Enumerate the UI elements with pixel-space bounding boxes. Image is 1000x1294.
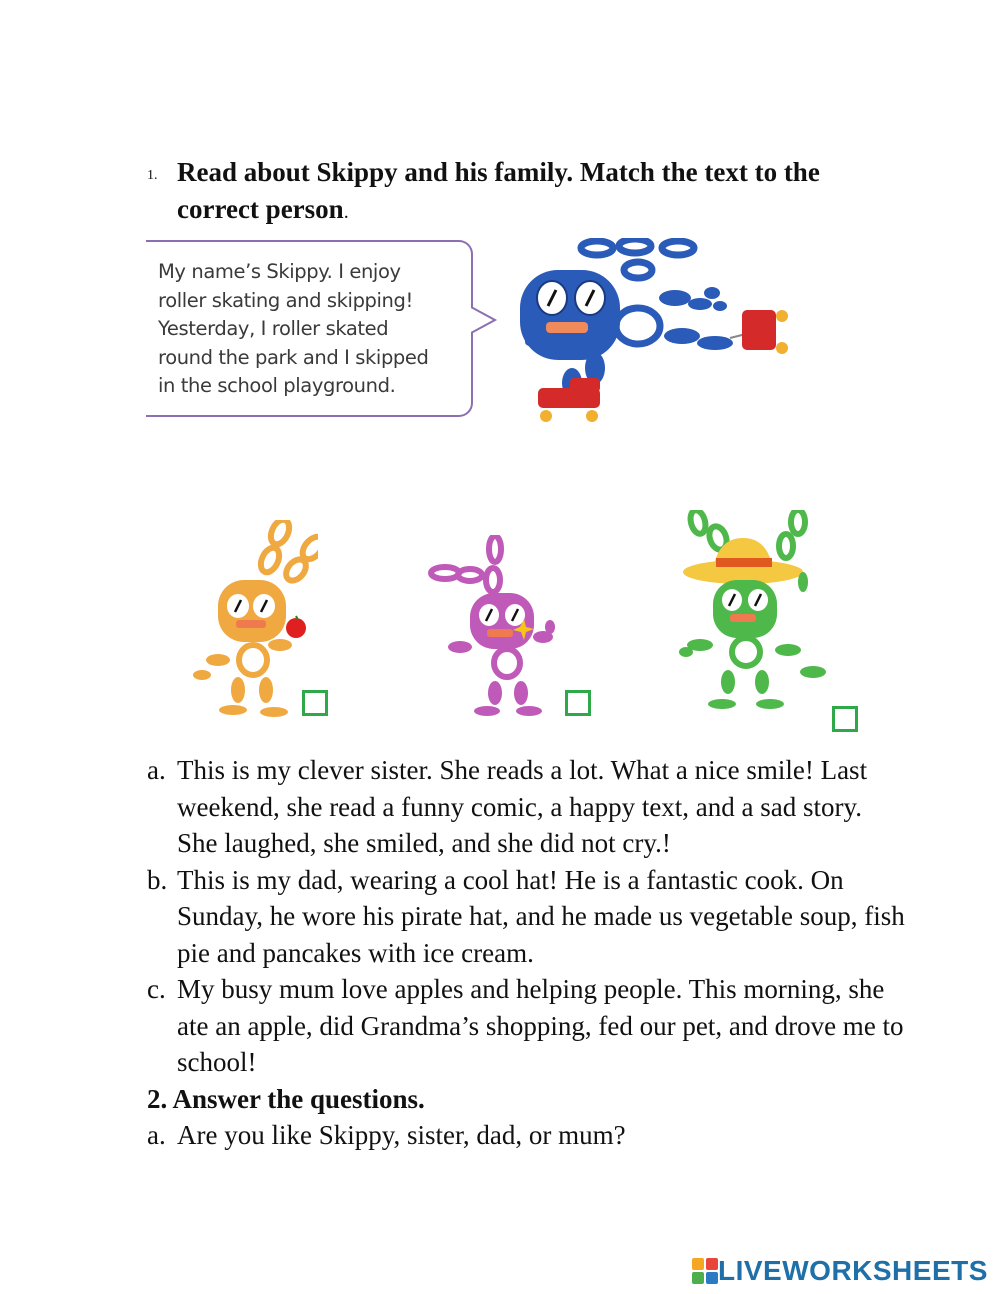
exercise-1-title-end: .	[343, 201, 349, 223]
question-text: Are you like Skippy, sister, dad, or mum?	[177, 1120, 626, 1150]
item-text: This is my clever sister. She reads a lot. What a nice smile! Last weekend, she read a funny comic, a happy text, and a sad story. She laughed, she smiled, and she did not cry.!	[177, 755, 868, 858]
sister-answer-checkbox[interactable]	[302, 690, 328, 716]
exercise-1-title-text: Read about Skippy and his family. Match the text to the correct person	[177, 157, 820, 224]
match-text-b	[147, 862, 907, 972]
match-text-a	[147, 752, 907, 862]
bubble-line: roller skating and skipping!	[158, 288, 413, 312]
speech-bubble-text	[158, 258, 468, 401]
liveworksheets-logo	[692, 1255, 988, 1287]
exercise-1-title	[177, 154, 897, 231]
mum-answer-checkbox[interactable]	[565, 690, 591, 716]
skippy-illustration	[510, 238, 800, 428]
bubble-line: Yesterday, I roller skated	[158, 317, 389, 340]
exercise-2-title: 2. Answer the questions.	[147, 1083, 425, 1114]
logo-text: LIVEWORKSHEETS	[718, 1255, 988, 1286]
bubble-line: in the school playground.	[158, 374, 396, 397]
exercise-1-number: 1.	[147, 168, 158, 183]
item-text: My busy mum love apples and helping people. This morning, she ate an apple, did Grandma’s shopping, fed our pet, and drove me to school!	[177, 974, 904, 1077]
item-label: c.	[147, 974, 166, 1004]
exercise-content	[147, 752, 907, 1154]
mum-illustration	[425, 535, 560, 720]
dad-illustration	[678, 510, 828, 720]
dad-answer-checkbox[interactable]	[832, 706, 858, 732]
sister-illustration	[188, 520, 318, 720]
item-label: b.	[147, 864, 168, 895]
question-label: a.	[147, 1120, 166, 1150]
speech-bubble-tail	[471, 305, 499, 335]
item-text: This is my dad, wearing a cool hat! He is a fantastic cook. On Sunday, he wore his pirate hat, and he made us vegetable soup, fish pie and pancakes with ice cream.	[177, 864, 905, 968]
bubble-line: round the park and I skipped	[158, 345, 429, 369]
bubble-line: My name’s Skippy. I enjoy	[158, 260, 401, 283]
question-a	[147, 1117, 907, 1154]
item-label: a.	[147, 755, 166, 785]
match-text-c	[147, 971, 907, 1081]
liveworksheets-logo-icon	[692, 1258, 718, 1284]
